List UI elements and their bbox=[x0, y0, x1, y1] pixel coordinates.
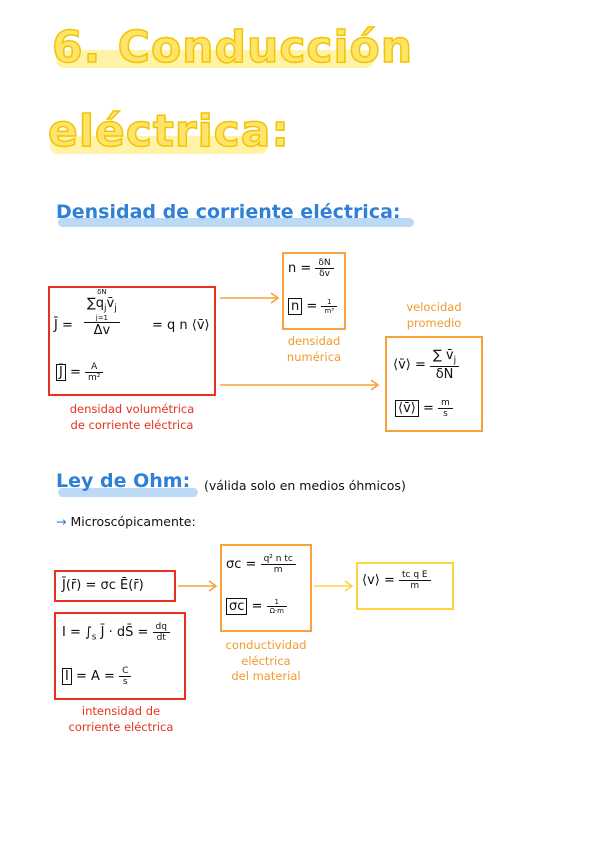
number-density-box bbox=[282, 252, 346, 330]
j-symbol: J̄ = bbox=[54, 318, 73, 333]
current-density-box bbox=[48, 286, 216, 396]
n-units: n = $\frac{1}{\text{m³}}$ bbox=[288, 298, 337, 315]
n-formula: n = $\frac{\delta N}{\delta v}$ bbox=[288, 258, 334, 279]
section2-heading: Ley de Ohm: bbox=[56, 470, 191, 492]
section2-note: (válida solo en medios óhmicos) bbox=[204, 478, 406, 493]
sum-symbol: ∑ bbox=[87, 296, 96, 311]
sum-lower: j=1 bbox=[95, 313, 109, 322]
drift-velocity-box bbox=[356, 562, 454, 610]
sigma-units: σc = $\frac{1}{\Omega\cdot m}$ bbox=[226, 598, 287, 615]
n-caption: densidad numérica bbox=[286, 334, 342, 364]
arrow-to-n bbox=[216, 288, 286, 308]
sigma-formula: σc = $\frac{\text{q² n tc}}{m}$ bbox=[226, 554, 296, 575]
page-title-line2: eléctrica: bbox=[48, 106, 291, 157]
arrow-to-velocity bbox=[312, 576, 358, 596]
ohm-law-box bbox=[54, 570, 176, 602]
delta-v: Δv bbox=[93, 322, 111, 338]
section1-heading: Densidad de corriente eléctrica: bbox=[56, 201, 401, 223]
sum-sub: j bbox=[104, 303, 107, 314]
sum-upper: δN bbox=[97, 288, 107, 296]
current-intensity-box bbox=[54, 612, 186, 700]
current-units: I = A = $\frac{C}{s}$ bbox=[62, 666, 131, 687]
current-caption: intensidad de corriente eléctrica bbox=[68, 704, 174, 734]
ohm-law-formula: J̄(r̄) = σc Ē(r̄) bbox=[62, 578, 144, 593]
micro-arrow-icon: → bbox=[56, 514, 67, 529]
density-rhs: = q n ⟨v̄⟩ bbox=[152, 318, 210, 333]
micro-label: → Microscópicamente: bbox=[56, 514, 196, 529]
page-title-line1: 6. Conducción bbox=[52, 22, 414, 73]
conductivity-box bbox=[220, 544, 312, 632]
current-formula: $I = \int_s$ J̄ · dS̄ = $\frac{dq}{dt}$ bbox=[62, 622, 170, 643]
density-units: J̄ = $\frac{A}{\text{m²}}$ bbox=[56, 362, 103, 383]
density-caption: densidad volumétrica de corriente eléctrica bbox=[69, 402, 195, 432]
average-velocity-box bbox=[385, 336, 483, 432]
v-formula: ⟨v̄⟩ = $\frac{\sum v̄_j}{\delta N}$ bbox=[393, 348, 459, 382]
velocity-formula: ⟨v⟩ = $\frac{\text{tc q E}}{m}$ bbox=[362, 570, 431, 591]
sum-v-sub: j bbox=[114, 303, 117, 314]
sum-formula bbox=[84, 288, 120, 338]
sum-q: q bbox=[95, 296, 105, 311]
v-units: ⟨v̄⟩ = $\frac{m}{s}$ bbox=[395, 398, 453, 419]
arrow-to-v bbox=[216, 375, 386, 395]
v-caption: velocidad promedio bbox=[406, 300, 462, 330]
sum-v: v̄ bbox=[106, 296, 115, 311]
arrow-to-sigma bbox=[176, 576, 222, 596]
sigma-caption: conductividad eléctrica del material bbox=[225, 638, 307, 684]
